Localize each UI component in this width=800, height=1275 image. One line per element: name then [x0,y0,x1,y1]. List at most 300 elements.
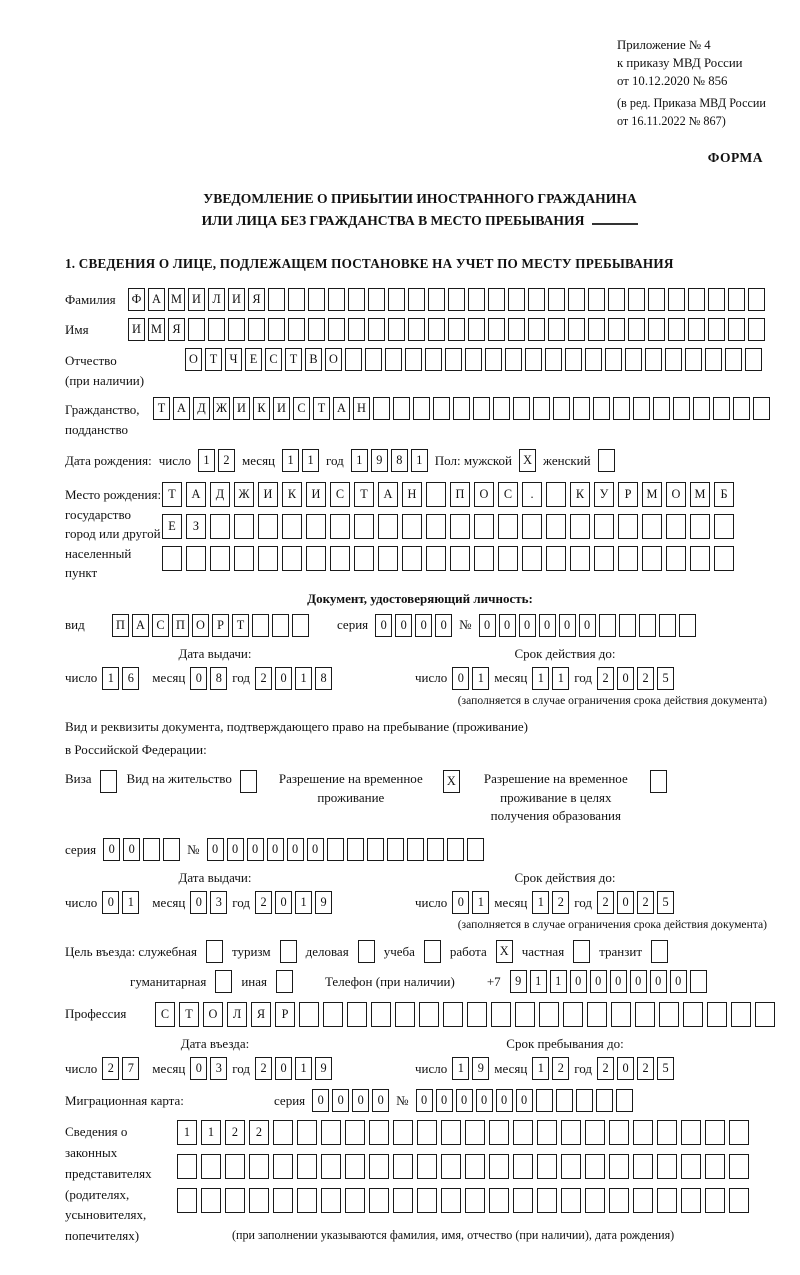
stay-valid-day-input[interactable] [452,891,489,914]
char-box[interactable] [548,288,565,311]
char-box[interactable] [249,1188,269,1213]
char-box[interactable] [625,348,642,371]
char-box[interactable] [433,397,450,420]
char-box[interactable]: 0 [496,1089,513,1112]
char-box[interactable] [493,397,510,420]
char-box[interactable] [642,546,662,571]
char-box[interactable] [417,1188,437,1213]
char-box[interactable] [321,1120,341,1145]
char-box[interactable]: 0 [617,1057,634,1080]
char-box[interactable] [688,288,705,311]
char-box[interactable] [728,318,745,341]
char-box[interactable] [468,288,485,311]
doc-issue-month-input[interactable] [190,667,227,690]
char-box[interactable] [599,614,616,637]
char-box[interactable] [714,546,734,571]
char-box[interactable]: М [148,318,165,341]
char-box[interactable] [729,1120,749,1145]
char-box[interactable] [537,1154,557,1179]
phone-input[interactable] [510,970,707,993]
char-box[interactable] [408,288,425,311]
char-box[interactable] [450,514,470,539]
char-box[interactable]: Т [162,482,182,507]
char-box[interactable] [545,348,562,371]
mc-series-input[interactable] [312,1089,389,1112]
char-box[interactable]: Л [227,1002,247,1027]
char-box[interactable] [465,1154,485,1179]
char-box[interactable] [417,1154,437,1179]
char-box[interactable] [705,1154,725,1179]
char-box[interactable] [388,318,405,341]
char-box[interactable] [345,1188,365,1213]
char-box[interactable]: 0 [570,970,587,993]
char-box[interactable]: 1 [530,970,547,993]
char-box[interactable]: О [192,614,209,637]
char-box[interactable]: 1 [295,667,312,690]
char-box[interactable]: Т [153,397,170,420]
char-box[interactable]: 0 [630,970,647,993]
patronymic-input[interactable] [185,348,762,371]
char-box[interactable] [546,482,566,507]
char-box[interactable]: 0 [102,891,119,914]
char-box[interactable] [228,318,245,341]
char-box[interactable] [308,318,325,341]
char-box[interactable] [424,940,441,963]
char-box[interactable]: 3 [210,1057,227,1080]
char-box[interactable] [441,1188,461,1213]
char-box[interactable]: И [188,288,205,311]
char-box[interactable] [498,514,518,539]
char-box[interactable]: 0 [103,838,120,861]
char-box[interactable] [297,1120,317,1145]
char-box[interactable] [537,1120,557,1145]
char-box[interactable]: 0 [617,667,634,690]
char-box[interactable] [273,1154,293,1179]
char-box[interactable] [588,318,605,341]
char-box[interactable] [467,838,484,861]
char-box[interactable] [533,397,550,420]
char-box[interactable] [568,318,585,341]
char-box[interactable]: З [186,514,206,539]
char-box[interactable] [546,546,566,571]
doc-valid-year-input[interactable] [597,667,674,690]
char-box[interactable] [729,1154,749,1179]
char-box[interactable] [393,1120,413,1145]
stay-issue-day-input[interactable] [102,891,139,914]
char-box[interactable] [426,482,446,507]
char-box[interactable]: П [450,482,470,507]
char-box[interactable] [369,1120,389,1145]
char-box[interactable] [367,838,384,861]
char-box[interactable]: О [325,348,342,371]
char-box[interactable] [587,1002,607,1027]
char-box[interactable]: Д [210,482,230,507]
char-box[interactable]: Е [245,348,262,371]
char-box[interactable] [708,318,725,341]
char-box[interactable]: 0 [375,614,392,637]
char-box[interactable] [619,614,636,637]
char-box[interactable] [683,1002,703,1027]
char-box[interactable] [201,1154,221,1179]
char-box[interactable]: 8 [315,667,332,690]
char-box[interactable] [249,1154,269,1179]
char-box[interactable]: 0 [247,838,264,861]
char-box[interactable] [666,546,686,571]
char-box[interactable] [143,838,160,861]
char-box[interactable] [633,1154,653,1179]
char-box[interactable] [280,940,297,963]
char-box[interactable]: 0 [267,838,284,861]
char-box[interactable] [402,546,422,571]
char-box[interactable]: 2 [552,1057,569,1080]
char-box[interactable] [369,1154,389,1179]
char-box[interactable] [596,1089,613,1112]
char-box[interactable] [234,546,254,571]
char-box[interactable]: 2 [225,1120,245,1145]
char-box[interactable]: Я [248,288,265,311]
char-box[interactable] [668,318,685,341]
char-box[interactable] [539,1002,559,1027]
char-box[interactable] [657,1188,677,1213]
char-box[interactable] [513,397,530,420]
char-box[interactable] [474,514,494,539]
char-box[interactable]: 0 [519,614,536,637]
char-box[interactable] [163,838,180,861]
temp-residence-checkbox[interactable] [443,770,460,793]
char-box[interactable] [354,514,374,539]
char-box[interactable] [659,614,676,637]
char-box[interactable] [225,1188,245,1213]
char-box[interactable]: 1 [295,891,312,914]
doc-issue-year-input[interactable] [255,667,332,690]
char-box[interactable]: С [498,482,518,507]
sex-female-checkbox[interactable] [598,449,615,472]
birthplace-line1-input[interactable] [162,482,734,507]
char-box[interactable]: 1 [102,667,119,690]
char-box[interactable] [299,1002,319,1027]
char-box[interactable] [258,514,278,539]
char-box[interactable] [321,1188,341,1213]
char-box[interactable]: Ф [128,288,145,311]
char-box[interactable] [688,318,705,341]
char-box[interactable]: 8 [210,667,227,690]
char-box[interactable] [707,1002,727,1027]
char-box[interactable] [522,546,542,571]
char-box[interactable]: О [185,348,202,371]
char-box[interactable]: Т [354,482,374,507]
char-box[interactable]: С [293,397,310,420]
char-box[interactable] [348,288,365,311]
char-box[interactable]: 1 [122,891,139,914]
char-box[interactable]: Л [208,288,225,311]
char-box[interactable] [347,838,364,861]
char-box[interactable]: Т [285,348,302,371]
char-box[interactable]: П [172,614,189,637]
char-box[interactable]: М [690,482,710,507]
char-box[interactable] [162,546,182,571]
char-box[interactable]: 9 [315,891,332,914]
birth-year-input[interactable] [351,449,428,472]
char-box[interactable] [585,1120,605,1145]
char-box[interactable]: М [642,482,662,507]
char-box[interactable]: А [173,397,190,420]
representatives-line2-input[interactable] [177,1154,749,1179]
residence-permit-checkbox[interactable] [240,770,257,793]
purpose-business-checkbox[interactable] [358,940,375,963]
char-box[interactable] [327,838,344,861]
char-box[interactable] [585,1154,605,1179]
char-box[interactable] [633,1188,653,1213]
char-box[interactable] [448,318,465,341]
char-box[interactable]: 2 [637,891,654,914]
char-box[interactable]: 6 [122,667,139,690]
purpose-official-checkbox[interactable] [206,940,223,963]
char-box[interactable] [225,1154,245,1179]
char-box[interactable] [609,1188,629,1213]
char-box[interactable]: . [522,482,542,507]
char-box[interactable] [748,318,765,341]
char-box[interactable] [330,546,350,571]
char-box[interactable] [489,1188,509,1213]
char-box[interactable]: 2 [255,1057,272,1080]
char-box[interactable] [272,614,289,637]
char-box[interactable] [428,288,445,311]
char-box[interactable]: 0 [476,1089,493,1112]
char-box[interactable]: Т [313,397,330,420]
purpose-study-checkbox[interactable] [424,940,441,963]
char-box[interactable] [556,1089,573,1112]
char-box[interactable]: О [474,482,494,507]
char-box[interactable]: 2 [102,1057,119,1080]
char-box[interactable] [666,514,686,539]
char-box[interactable]: 0 [332,1089,349,1112]
citizenship-input[interactable] [153,397,770,420]
char-box[interactable]: 0 [207,838,224,861]
char-box[interactable] [525,348,542,371]
char-box[interactable] [570,546,590,571]
char-box[interactable] [653,397,670,420]
char-box[interactable]: 1 [411,449,428,472]
char-box[interactable] [508,318,525,341]
char-box[interactable]: 0 [416,1089,433,1112]
char-box[interactable] [537,1188,557,1213]
entry-month-input[interactable] [190,1057,227,1080]
char-box[interactable]: Б [714,482,734,507]
char-box[interactable] [268,288,285,311]
char-box[interactable]: 0 [650,970,667,993]
stay-until-year-input[interactable] [597,1057,674,1080]
char-box[interactable]: Д [193,397,210,420]
char-box[interactable] [673,397,690,420]
char-box[interactable] [605,348,622,371]
char-box[interactable]: 2 [255,891,272,914]
char-box[interactable] [651,940,668,963]
stay-series-input[interactable] [103,838,180,861]
char-box[interactable] [593,397,610,420]
char-box[interactable] [576,1089,593,1112]
char-box[interactable]: 2 [255,667,272,690]
char-box[interactable]: 0 [516,1089,533,1112]
char-box[interactable] [608,318,625,341]
char-box[interactable] [177,1188,197,1213]
char-box[interactable] [633,1120,653,1145]
char-box[interactable]: 0 [610,970,627,993]
char-box[interactable]: М [168,288,185,311]
char-box[interactable] [705,1120,725,1145]
char-box[interactable]: 2 [597,891,614,914]
char-box[interactable] [234,514,254,539]
char-box[interactable] [273,1188,293,1213]
char-box[interactable] [528,318,545,341]
char-box[interactable] [681,1188,701,1213]
char-box[interactable] [393,1188,413,1213]
char-box[interactable] [513,1154,533,1179]
char-box[interactable]: 9 [510,970,527,993]
char-box[interactable]: А [132,614,149,637]
char-box[interactable] [608,288,625,311]
char-box[interactable]: Т [232,614,249,637]
char-box[interactable] [668,288,685,311]
char-box[interactable]: 0 [395,614,412,637]
purpose-transit-checkbox[interactable] [651,940,668,963]
char-box[interactable]: О [203,1002,223,1027]
char-box[interactable]: В [305,348,322,371]
doc-valid-day-input[interactable] [452,667,489,690]
char-box[interactable] [417,1120,437,1145]
char-box[interactable] [536,1089,553,1112]
birthplace-line3-input[interactable] [162,546,734,571]
char-box[interactable] [633,397,650,420]
temp-residence-education-checkbox[interactable] [650,770,667,793]
char-box[interactable] [273,1120,293,1145]
char-box[interactable] [628,288,645,311]
char-box[interactable]: 0 [436,1089,453,1112]
char-box[interactable]: И [228,288,245,311]
stay-until-day-input[interactable] [452,1057,489,1080]
char-box[interactable]: К [570,482,590,507]
char-box[interactable]: 1 [302,449,319,472]
char-box[interactable] [210,546,230,571]
char-box[interactable] [368,318,385,341]
char-box[interactable]: 1 [295,1057,312,1080]
char-box[interactable]: И [258,482,278,507]
char-box[interactable]: 1 [351,449,368,472]
char-box[interactable]: 1 [550,970,567,993]
char-box[interactable] [345,348,362,371]
char-box[interactable] [441,1154,461,1179]
stay-valid-month-input[interactable] [532,891,569,914]
char-box[interactable] [206,940,223,963]
char-box[interactable] [208,318,225,341]
char-box[interactable]: Т [179,1002,199,1027]
char-box[interactable] [387,838,404,861]
char-box[interactable]: 7 [122,1057,139,1080]
char-box[interactable]: 1 [552,667,569,690]
char-box[interactable] [645,348,662,371]
char-box[interactable] [474,546,494,571]
char-box[interactable] [690,546,710,571]
char-box[interactable] [585,348,602,371]
char-box[interactable]: О [666,482,686,507]
char-box[interactable]: И [273,397,290,420]
char-box[interactable]: 2 [597,1057,614,1080]
char-box[interactable]: 2 [218,449,235,472]
char-box[interactable] [308,288,325,311]
char-box[interactable] [745,348,762,371]
char-box[interactable] [323,1002,343,1027]
surname-input[interactable] [128,288,765,311]
char-box[interactable] [306,546,326,571]
char-box[interactable] [445,348,462,371]
char-box[interactable] [528,288,545,311]
char-box[interactable] [408,318,425,341]
char-box[interactable] [345,1120,365,1145]
char-box[interactable] [306,514,326,539]
char-box[interactable] [328,288,345,311]
char-box[interactable]: Е [162,514,182,539]
char-box[interactable] [358,940,375,963]
char-box[interactable] [378,514,398,539]
char-box[interactable] [648,318,665,341]
char-box[interactable]: У [594,482,614,507]
profession-input[interactable] [155,1002,775,1027]
char-box[interactable] [354,546,374,571]
char-box[interactable]: Р [275,1002,295,1027]
char-box[interactable]: X [496,940,513,963]
char-box[interactable] [100,770,117,793]
char-box[interactable]: Ж [213,397,230,420]
char-box[interactable]: 2 [249,1120,269,1145]
char-box[interactable] [345,1154,365,1179]
char-box[interactable]: А [333,397,350,420]
visa-checkbox[interactable] [100,770,117,793]
char-box[interactable]: 3 [210,891,227,914]
char-box[interactable] [585,1188,605,1213]
char-box[interactable] [681,1154,701,1179]
char-box[interactable]: К [253,397,270,420]
char-box[interactable] [568,288,585,311]
char-box[interactable] [240,770,257,793]
char-box[interactable]: 5 [657,891,674,914]
char-box[interactable]: 0 [227,838,244,861]
char-box[interactable] [588,288,605,311]
char-box[interactable] [201,1188,221,1213]
char-box[interactable] [402,514,422,539]
char-box[interactable] [365,348,382,371]
char-box[interactable] [248,318,265,341]
char-box[interactable] [448,288,465,311]
char-box[interactable]: 1 [282,449,299,472]
char-box[interactable]: 9 [315,1057,332,1080]
char-box[interactable] [258,546,278,571]
char-box[interactable] [573,397,590,420]
char-box[interactable] [321,1154,341,1179]
char-box[interactable] [348,318,365,341]
char-box[interactable]: 0 [275,1057,292,1080]
mc-number-input[interactable] [416,1089,633,1112]
entry-day-input[interactable] [102,1057,139,1080]
char-box[interactable] [210,514,230,539]
char-box[interactable] [748,288,765,311]
stay-number-input[interactable] [207,838,484,861]
char-box[interactable] [465,1188,485,1213]
firstname-input[interactable] [128,318,765,341]
entry-year-input[interactable] [255,1057,332,1080]
char-box[interactable]: 0 [372,1089,389,1112]
char-box[interactable]: 1 [472,891,489,914]
char-box[interactable]: 0 [590,970,607,993]
sex-male-checkbox[interactable] [519,449,536,472]
